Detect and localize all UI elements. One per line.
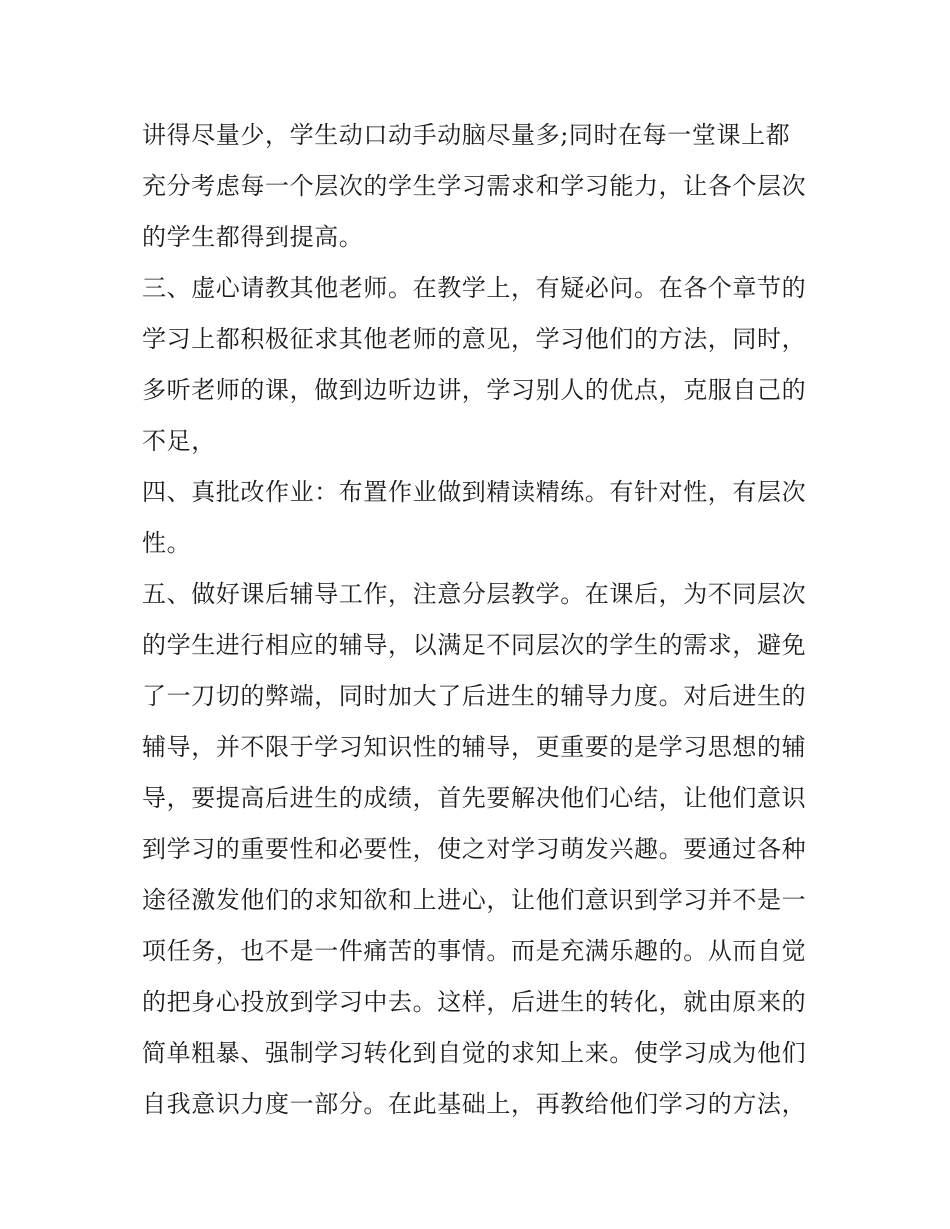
text-line: 到学习的重要性和必要性，使之对学习萌发兴趣。要通过各种 [142, 835, 807, 863]
text-line: 讲得尽量少，学生动口动手动脑尽量多;同时在每一堂课上都 [142, 121, 791, 149]
text-line: 的学生都得到提高。 [142, 223, 364, 251]
text-line: 简单粗暴、强制学习转化到自觉的求知上来。使学习成为他们 [142, 1039, 807, 1067]
text-line: 导，要提高后进生的成绩，首先要解决他们心结，让他们意识 [142, 784, 807, 812]
text-line: 途径激发他们的求知欲和上进心，让他们意识到学习并不是一 [142, 886, 807, 914]
body-text [142, 110, 822, 1130]
text-line: 性。 [142, 529, 192, 557]
text-line: 四、真批改作业：布置作业做到精读精练。有针对性，有层次 [142, 478, 807, 506]
text-line: 不足， [142, 427, 216, 455]
text-line: 了一刀切的弊端，同时加大了后进生的辅导力度。对后进生的 [142, 682, 807, 710]
text-line: 辅导，并不限于学习知识性的辅导，更重要的是学习思想的辅 [142, 733, 807, 761]
text-line: 多听老师的课，做到边听边讲，学习别人的优点，克服自己的 [142, 376, 807, 404]
text-line: 学习上都积极征求其他老师的意见，学习他们的方法，同时， [142, 325, 807, 353]
text-line: 三、虚心请教其他老师。在教学上，有疑必问。在各个章节的 [142, 274, 807, 302]
text-line: 的把身心投放到学习中去。这样，后进生的转化，就由原来的 [142, 988, 807, 1016]
text-line: 五、做好课后辅导工作，注意分层教学。在课后，为不同层次 [142, 580, 807, 608]
text-line: 项任务，也不是一件痛苦的事情。而是充满乐趣的。从而自觉 [142, 937, 807, 965]
text-line: 充分考虑每一个层次的学生学习需求和学习能力，让各个层次 [142, 172, 807, 200]
text-line: 的学生进行相应的辅导，以满足不同层次的学生的需求，避免 [142, 631, 807, 659]
text-line: 自我意识力度一部分。在此基础上，再教给他们学习的方法， [142, 1090, 807, 1118]
